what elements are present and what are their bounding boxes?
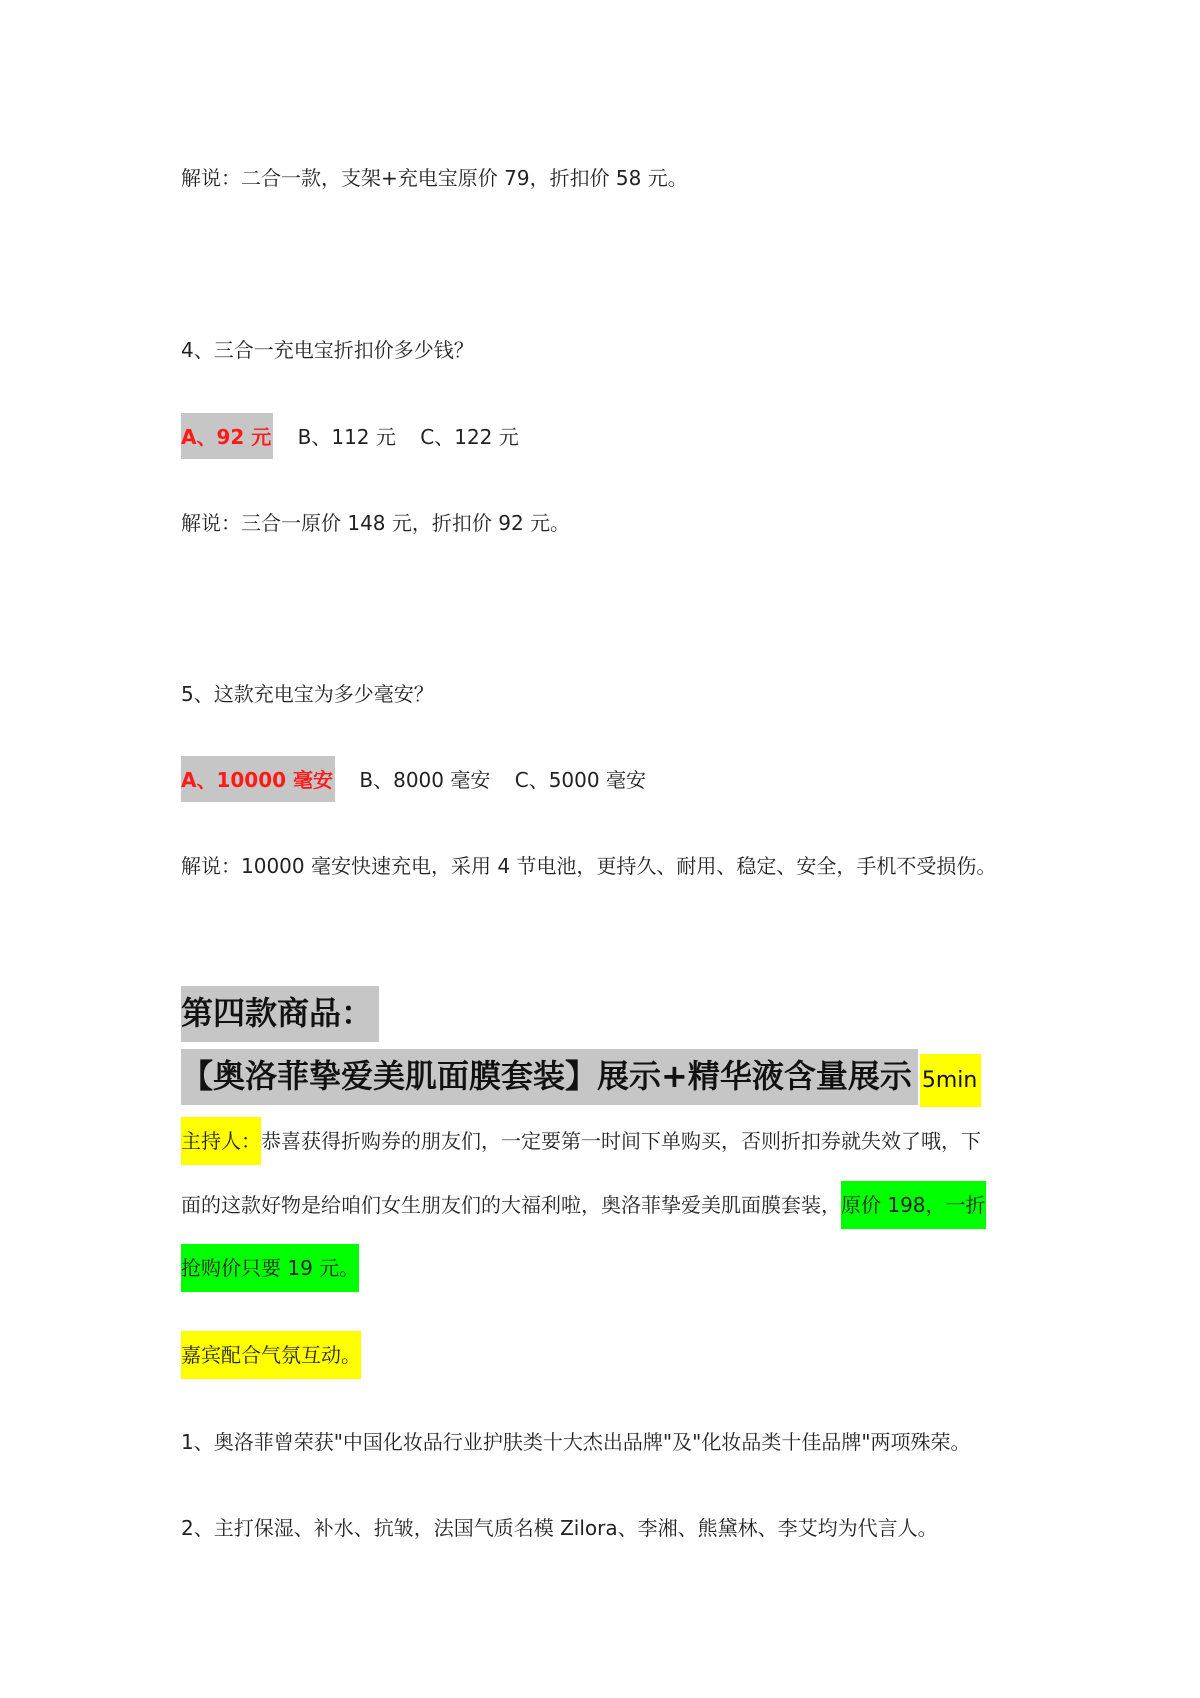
question-4-option-c: C、122 元 <box>420 425 519 449</box>
explain-q4: 解说：三合一原价 148 元，折扣价 92 元。 <box>181 511 571 535</box>
explain-q5: 解说：10000 毫安快速充电，采用 4 节电池，更持久、耐用、稳定、安全，手机不受损伤。 <box>181 854 997 878</box>
product4-title-line <box>181 1056 981 1101</box>
host-line-1 <box>181 1127 981 1155</box>
guest-note-line <box>181 1341 361 1369</box>
question-4-options <box>181 423 519 451</box>
host-line-1-text: 恭喜获得折购券的朋友们，一定要第一时间下单购买，否则折扣券就失效了哦，下 <box>261 1129 981 1153</box>
question-5-option-c: C、5000 毫安 <box>514 768 646 792</box>
host-label: 主持人： <box>181 1117 261 1165</box>
question-4-answer: A、92 元 <box>181 413 273 459</box>
product4-heading-text: 第四款商品： <box>181 986 379 1042</box>
question-4-option-b: B、112 元 <box>297 425 396 449</box>
question-5-option-b: B、8000 毫安 <box>359 768 491 792</box>
product4-point-1: 1、奥洛菲曾荣获"中国化妆品行业护肤类十大杰出品牌"及"化妆品类十佳品牌"两项殊荣。 <box>181 1430 971 1454</box>
host-line-2-text: 面的这款好物是给咱们女生朋友们的大福利啦，奥洛菲挚爱美肌面膜套装， <box>181 1193 841 1217</box>
host-line-3-price: 抢购价只要 19 元。 <box>181 1244 359 1292</box>
guest-note: 嘉宾配合气氛互动。 <box>181 1331 361 1379</box>
product4-duration: 5min <box>920 1054 981 1107</box>
host-line-2 <box>181 1191 986 1219</box>
host-line-3 <box>181 1254 359 1282</box>
question-5: 5、这款充电宝为多少毫安？ <box>181 682 434 706</box>
question-5-answer: A、10000 毫安 <box>181 756 335 802</box>
product4-title: 【奥洛菲挚爱美肌面膜套装】展示+精华液含量展示 <box>181 1049 918 1105</box>
question-5-options <box>181 766 646 794</box>
question-4: 4、三合一充电宝折扣价多少钱？ <box>181 338 474 362</box>
product4-heading <box>181 993 379 1033</box>
explain-q3: 解说：二合一款，支架+充电宝原价 79，折扣价 58 元。 <box>181 166 688 190</box>
product4-point-2: 2、主打保湿、补水、抗皱，法国气质名模 Zilora、李湘、熊黛林、李艾均为代言人。 <box>181 1516 938 1540</box>
host-line-2-price: 原价 198，一折 <box>841 1181 986 1229</box>
